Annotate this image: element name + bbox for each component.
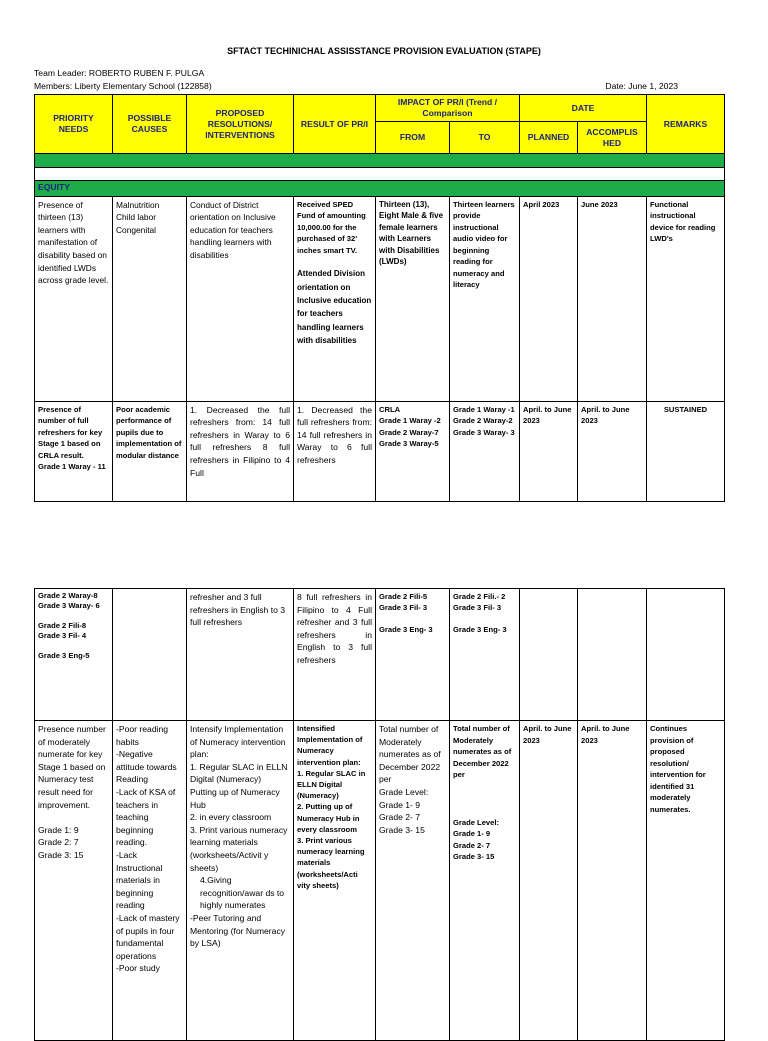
document-date: Date: June 1, 2023 xyxy=(605,81,678,91)
row3-result: 8 full refreshers in Filipino to 4 Full refresher and 3 full refreshers in English to 3 full refreshers xyxy=(294,589,376,721)
blank-row xyxy=(35,168,725,181)
row2-to: Grade 1 Waray -1 Grade 2 Waray-2 Grade 3 Waray- 3 xyxy=(450,401,520,501)
row4-needs: Presence number of moderately numerate for key Stage 1 based on Numeracy test result need for improvement. Grade 1: 9 Grade 2: 7 Grade 3: 15 xyxy=(35,721,113,1041)
header-result: RESULT OF PR/I xyxy=(294,95,376,154)
row4-proposed xyxy=(187,721,294,1041)
row2-needs-grade: Grade 1 Waray - 11 xyxy=(38,462,106,472)
row1-causes: Malnutrition Child labor Congenital xyxy=(113,196,187,401)
row2-planned: April. to June 2023 xyxy=(520,401,578,501)
header-date: DATE xyxy=(520,95,647,122)
row1-result-orientation: Attended Division orientation on Inclusive education for teachers handling learners with disabilities xyxy=(297,269,372,346)
green-band-row xyxy=(35,154,725,168)
row1-accomplished: June 2023 xyxy=(578,196,647,401)
row3-needs: Grade 2 Waray-8 Grade 3 Waray- 6 Grade 2 Fili-8 Grade 3 Fil- 4 Grade 3 Eng-5 xyxy=(35,589,113,721)
row4-from: Total number of Moderately numerates as of December 2022 per Grade Level: Grade 1- 9 Grade 2- 7 Grade 3- 15 xyxy=(376,721,450,1041)
row1-result xyxy=(294,196,376,401)
header-to: TO xyxy=(450,122,520,154)
row4-to-summary: Total number of Moderately numerates as of December 2022 per xyxy=(453,724,512,779)
row4-proposed-peer: -Peer Tutoring and Mentoring (for Numeracy by LSA) xyxy=(190,912,286,949)
row1-proposed: Conduct of District orientation on Inclusive education for teachers handling learners with disabilities xyxy=(187,196,294,401)
table-row xyxy=(35,196,725,401)
row3-remarks xyxy=(647,589,725,721)
row3-proposed: refresher and 3 full refreshers in English to 3 full refreshers xyxy=(187,589,294,721)
row4-accomplished: April. to June 2023 xyxy=(578,721,647,1041)
header-possible-causes: POSSIBLE CAUSES xyxy=(113,95,187,154)
row1-remarks: Functional instructional device for reading LWD's xyxy=(647,196,725,401)
row3-causes xyxy=(113,589,187,721)
row4-to xyxy=(450,721,520,1041)
row3-from: Grade 2 Fili-5 Grade 3 Fil- 3 Grade 3 Eng- 3 xyxy=(376,589,450,721)
evaluation-table-page-2 xyxy=(34,588,725,1041)
row4-proposed-item-2: 2. in every classroom xyxy=(190,812,272,823)
team-leader: Team Leader: ROBERTO RUBEN F. PULGA xyxy=(34,68,205,78)
row2-remarks: SUSTAINED xyxy=(647,401,725,501)
row3-accomplished xyxy=(578,589,647,721)
row2-proposed: 1. Decreased the full refreshers from: 14 full refreshers in Waray to 6 full refreshers 8 full refreshers in Filipino to 4 Full xyxy=(187,401,294,501)
row4-proposed-item-3: 3. Print various numeracy learning materials (worksheets/Activit y sheets) xyxy=(190,824,288,873)
row2-result: 1. Decreased the full refreshers from: 14 full refreshers in Waray to 6 full refreshers xyxy=(294,401,376,501)
row4-proposed-intro: Intensify Implementation of Numeracy intervention plan: xyxy=(190,724,286,760)
row2-causes: Poor academic performance of pupils due to implementation of modular distance xyxy=(113,401,187,501)
row1-to: Thirteen learners provide instructional audio video for beginning reading for numeracy and literacy xyxy=(450,196,520,401)
row4-result: Intensified Implementation of Numeracy intervention plan: 1. Regular SLAC in ELLN Digital (Numeracy) 2. Putting up of Numeracy Hub in every classroom 3. Print various numeracy learning materials (worksheets/Acti vity sheets) xyxy=(294,721,376,1041)
row3-to: Grade 2 Fili.- 2 Grade 3 Fil- 3 Grade 3 Eng- 3 xyxy=(450,589,520,721)
header-from: FROM xyxy=(376,122,450,154)
header-planned: PLANNED xyxy=(520,122,578,154)
table-row xyxy=(35,589,725,721)
row2-needs xyxy=(35,401,113,501)
table-row xyxy=(35,721,725,1041)
row4-planned: April. to June 2023 xyxy=(520,721,578,1041)
header-proposed: PROPOSED RESOLUTIONS/ INTERVENTIONS xyxy=(187,95,294,154)
row4-remarks: Continues provision of proposed resolution/ intervention for identified 31 moderately numerates. xyxy=(647,721,725,1041)
row2-from: CRLA Grade 1 Waray -2 Grade 2 Waray-7 Grade 3 Waray-5 xyxy=(376,401,450,501)
document-title: SFTACT TECHINICHAL ASSISSTANCE PROVISION EVALUATION (STAPE) xyxy=(227,46,541,56)
header-accomplished: ACCOMPLIS HED xyxy=(578,122,647,154)
row4-proposed-hub: Putting up of Numeracy Hub xyxy=(190,786,280,810)
row2-accomplished: April. to June 2023 xyxy=(578,401,647,501)
row2-needs-text: Presence of number of full refreshers for key Stage 1 based on CRLA result. xyxy=(38,404,103,460)
row1-from: Thirteen (13), Eight Male & five female learners with Learners with Disabilities (LWDs) xyxy=(376,196,450,401)
header-priority-needs: PRIORITY NEEDS xyxy=(35,95,113,154)
row4-causes: -Poor reading habits -Negative attitude towards Reading -Lack of KSA of teachers in teaching beginning reading. -Lack Instructional materials in beginning reading -Lack of mastery of pupils in four fundamental operations -Poor study xyxy=(113,721,187,1041)
table-row xyxy=(35,401,725,501)
row4-proposed-item-4: 4.Giving recognition/awar ds to highly numerates xyxy=(200,875,285,911)
evaluation-table-page-1 xyxy=(34,94,725,502)
row1-result-fund: Received SPED Fund of amounting 10,000.00 for the purchased of 32' inches smart TV. xyxy=(297,199,366,255)
row3-planned xyxy=(520,589,578,721)
header-impact: IMPACT OF PR/I (Trend / Comparison xyxy=(376,95,520,122)
row4-proposed-item-1: 1. Regular SLAC in ELLN Digital (Numeracy) xyxy=(190,761,288,785)
row4-to-grades: Grade Level: Grade 1- 9 Grade 2- 7 Grade 3- 15 xyxy=(453,817,500,861)
row1-needs: Presence of thirteen (13) learners with manifestation of disability based on identified LWDs across grade level. xyxy=(35,196,113,401)
section-equity: EQUITY xyxy=(35,181,725,197)
members: Members: Liberty Elementary School (122858) xyxy=(34,81,212,91)
row1-planned: April 2023 xyxy=(520,196,578,401)
header-remarks: REMARKS xyxy=(647,95,725,154)
